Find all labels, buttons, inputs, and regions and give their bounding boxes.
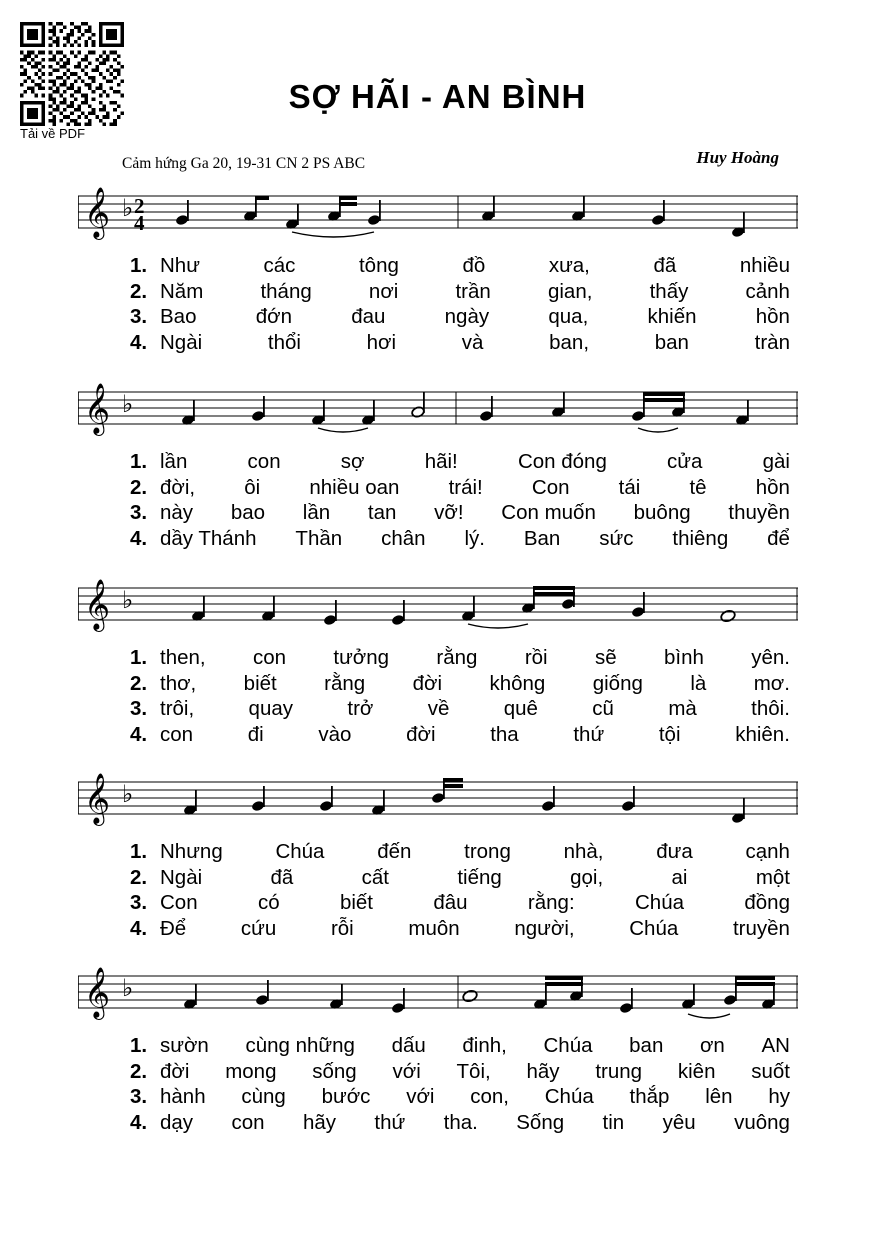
lyric-words (160, 866, 790, 890)
lyric-word: lý. (464, 526, 485, 550)
lyric-word: đời, (160, 475, 196, 499)
lyric-word: đời (160, 1059, 190, 1083)
lyric-word: vỡ! (434, 501, 464, 524)
lyric-line (78, 840, 798, 866)
lyric-word: đau (351, 305, 386, 328)
lyric-word: cất (361, 865, 389, 889)
lyric-word: xưa, (548, 254, 590, 277)
staff-notation-1 (78, 186, 798, 248)
lyric-line (78, 672, 798, 698)
lyric-line (78, 476, 798, 502)
lyric-word: tan (367, 501, 397, 524)
lyric-word: Bao (160, 305, 197, 328)
lyric-word: Năm (160, 279, 204, 303)
qr-caption[interactable]: Tải về PDF (20, 126, 86, 141)
verse-number: 4. (130, 722, 148, 746)
lyric-word: thứ (573, 722, 605, 746)
lyric-word: đã (653, 254, 677, 277)
lyric-word: hành (160, 1085, 206, 1108)
lyric-line (78, 450, 798, 476)
lyric-word: suốt (751, 1059, 790, 1083)
lyric-word: Con đóng (517, 450, 607, 473)
lyric-word: con (247, 450, 281, 473)
lyric-word: biết (243, 671, 277, 695)
lyric-word: biết (339, 891, 374, 914)
lyric-word: hơi (366, 330, 397, 354)
lyric-word: dấu (391, 1034, 426, 1057)
subtitle-scripture-reference: Cảm hứng Ga 20, 19-31 CN 2 PS ABC (122, 155, 366, 172)
lyric-line (78, 866, 798, 892)
lyric-word: quê (503, 697, 538, 720)
music-system-2 (78, 382, 798, 552)
lyric-word: đồ (462, 254, 486, 277)
staff-3 (78, 578, 798, 640)
lyric-word: đi (247, 722, 264, 746)
svg-text:4: 4 (134, 211, 145, 235)
verse-number: 3. (130, 697, 148, 720)
lyric-word: hồn (755, 305, 790, 328)
verse-number: 1. (130, 450, 148, 473)
svg-text:2: 2 (134, 194, 145, 218)
staff-notation-4 (78, 772, 798, 834)
svg-text:𝄞: 𝄞 (84, 383, 111, 434)
lyric-words (160, 1085, 790, 1109)
lyric-word: người, (514, 916, 575, 940)
lyric-words (160, 917, 790, 941)
staff-notation-5 (78, 966, 798, 1028)
verse-number: 4. (130, 916, 148, 940)
lyric-word: tội (658, 722, 681, 746)
lyric-line (78, 891, 798, 917)
lyric-word: đưa (656, 840, 693, 863)
lyric-word: rỗi (330, 916, 354, 940)
svg-text:♭: ♭ (122, 586, 134, 614)
lyric-word: các (263, 254, 296, 277)
lyric-words (160, 527, 790, 551)
lyric-line (78, 723, 798, 749)
verse-number: 1. (130, 254, 148, 277)
lyric-word: không (489, 671, 546, 695)
music-system-1 (78, 186, 798, 356)
lyric-word: nơi (368, 279, 399, 303)
lyric-word: thuyền (728, 501, 790, 524)
lyric-line (78, 254, 798, 280)
lyric-word: một (755, 865, 790, 889)
lyric-word: yêu (662, 1110, 696, 1134)
lyric-word: sống (312, 1059, 357, 1083)
lyric-word: Chúa (275, 840, 325, 863)
lyric-word: ban, (549, 330, 590, 354)
lyric-word: cạnh (745, 840, 790, 863)
lyric-word: thắp (629, 1085, 670, 1108)
lyric-word: ôi (244, 475, 261, 499)
verse-number: 2. (130, 1059, 148, 1083)
lyric-word: Tôi, (456, 1059, 491, 1083)
lyric-word: bước (321, 1085, 371, 1108)
lyric-word: tha (490, 722, 519, 746)
lyric-word: thổi (267, 330, 301, 354)
lyric-word: nhiều oan (309, 475, 400, 499)
lyric-word: hồn (755, 475, 790, 499)
lyric-words (160, 450, 790, 474)
lyric-word: cứu (240, 916, 277, 940)
verse-number: 3. (130, 305, 148, 328)
lyric-word: lần (160, 450, 188, 473)
lyric-word: then, (160, 646, 206, 669)
lyric-line (78, 1034, 798, 1060)
lyric-word: đớn (255, 305, 292, 328)
staff-1 (78, 186, 798, 248)
lyric-words (160, 254, 790, 278)
lyric-word: tái (618, 475, 641, 499)
lyric-word: khiên. (735, 722, 790, 746)
music-system-5 (78, 966, 798, 1136)
lyric-word: và (461, 330, 484, 354)
lyric-word: để (767, 526, 790, 550)
lyric-word: đồng (744, 891, 790, 914)
lyric-word: này (160, 501, 194, 524)
lyric-word: lần (302, 501, 331, 524)
verse-number: 2. (130, 475, 148, 499)
svg-text:♭: ♭ (122, 390, 134, 418)
music-system-3 (78, 578, 798, 748)
lyric-word: Như (160, 254, 200, 277)
lyric-words (160, 280, 790, 304)
lyric-word: qua, (548, 305, 589, 328)
lyric-word: AN (761, 1034, 790, 1057)
lyric-word: Thần (295, 526, 343, 550)
svg-text:𝄞: 𝄞 (84, 579, 111, 630)
lyric-words (160, 1060, 790, 1084)
lyric-word: cửa (667, 450, 703, 473)
lyric-line (78, 280, 798, 306)
lyric-word: thơ, (160, 671, 197, 695)
lyric-word: sẽ (594, 646, 617, 669)
lyric-word: trong (464, 840, 511, 863)
staff-4 (78, 772, 798, 834)
lyric-word: đời (406, 722, 436, 746)
svg-text:𝄞: 𝄞 (84, 773, 111, 824)
lyric-word: tông (358, 254, 399, 277)
lyric-line (78, 527, 798, 553)
lyric-line (78, 917, 798, 943)
lyric-line (78, 305, 798, 331)
staff-5 (78, 966, 798, 1028)
lyric-words (160, 723, 790, 747)
lyric-word: Ngài (160, 330, 203, 354)
lyric-line (78, 1085, 798, 1111)
verse-number: 3. (130, 891, 148, 914)
lyric-word: đời (412, 671, 443, 695)
verse-number: 3. (130, 501, 148, 524)
lyric-word: đâu (433, 891, 468, 914)
staff-notation-2 (78, 382, 798, 444)
lyric-words (160, 697, 790, 721)
lyric-word: trở (347, 697, 374, 720)
lyric-word: với (406, 1085, 435, 1108)
lyric-words (160, 891, 790, 915)
lyric-word: Con (160, 891, 198, 914)
lyric-word: tràn (754, 330, 790, 354)
lyric-word: con (252, 646, 287, 669)
lyric-word: chân (381, 526, 426, 550)
lyric-word: hãy (526, 1059, 560, 1083)
verse-number: 3. (130, 1085, 148, 1108)
lyric-word: yên. (751, 646, 790, 669)
lyric-word: vào (318, 722, 352, 746)
lyric-words (160, 840, 790, 864)
lyric-word: muôn (408, 916, 460, 940)
lyric-line (78, 697, 798, 723)
lyric-word: vuông (734, 1110, 790, 1134)
lyric-word: thứ (374, 1110, 406, 1134)
lyric-word: con (231, 1110, 265, 1134)
lyric-word: thôi. (751, 697, 790, 720)
lyric-line (78, 331, 798, 357)
lyrics-block-1 (78, 254, 798, 356)
lyric-word: bao (230, 501, 266, 524)
lyric-word: ai (671, 865, 688, 889)
svg-text:♭: ♭ (122, 780, 134, 808)
lyric-line (78, 501, 798, 527)
lyrics-block-5 (78, 1034, 798, 1136)
lyric-words (160, 672, 790, 696)
lyric-word: mong (225, 1059, 277, 1083)
lyric-word: rồi (524, 646, 548, 669)
lyric-word: dạy (160, 1110, 194, 1134)
lyric-word: sức (599, 526, 634, 550)
lyric-word: là (690, 671, 707, 695)
lyric-word: thiêng (672, 526, 729, 550)
lyric-word: cùng (241, 1085, 286, 1108)
lyric-word: Chúa (629, 916, 679, 940)
lyric-word: sợ (340, 450, 365, 473)
lyric-word: trái! (448, 475, 483, 499)
lyric-word: Chúa (635, 891, 685, 914)
music-system-4 (78, 772, 798, 942)
lyric-word: ban (654, 330, 689, 354)
lyric-word: hãy (302, 1110, 336, 1134)
lyric-word: trung (595, 1059, 643, 1083)
lyric-word: tưởng (333, 646, 390, 669)
lyric-word: lên (705, 1085, 733, 1108)
lyric-line (78, 646, 798, 672)
lyric-word: rằng (436, 646, 478, 669)
lyric-word: nhiều (739, 254, 790, 277)
verse-number: 2. (130, 279, 148, 303)
lyric-word: Con muốn (501, 501, 596, 524)
lyric-word: rằng (324, 671, 366, 695)
svg-text:♭: ♭ (122, 194, 134, 222)
lyric-word: có (257, 891, 280, 914)
staff-notation-3 (78, 578, 798, 640)
lyrics-block-4 (78, 840, 798, 942)
lyric-word: giống (592, 671, 643, 695)
lyric-words (160, 476, 790, 500)
lyrics-block-2 (78, 450, 798, 552)
lyric-word: bình (663, 646, 704, 669)
lyric-word: ơn (699, 1034, 725, 1057)
lyric-word: kiên (677, 1059, 716, 1083)
lyric-words (160, 305, 790, 329)
lyric-word: gian, (547, 279, 593, 303)
lyric-word: truyền (732, 916, 790, 940)
staff-2 (78, 382, 798, 444)
svg-text:𝄞: 𝄞 (84, 967, 111, 1018)
lyric-word: Ban (523, 526, 561, 550)
verse-number: 4. (130, 526, 148, 550)
lyric-words (160, 1034, 790, 1058)
lyric-word: Con (531, 475, 570, 499)
verse-number: 4. (130, 1110, 148, 1134)
lyric-words (160, 1111, 790, 1135)
lyric-word: buông (633, 501, 691, 524)
page-title: SỢ HÃI - AN BÌNH (288, 78, 587, 115)
lyric-word: gài (762, 450, 790, 473)
verse-number: 1. (130, 646, 148, 669)
lyric-word: ngày (444, 305, 490, 328)
lyric-word: Để (160, 916, 187, 940)
lyric-word: tê (689, 475, 707, 499)
lyric-words (160, 331, 790, 355)
lyric-word: con, (470, 1085, 509, 1108)
lyric-word: tiếng (457, 865, 502, 889)
lyrics-block-3 (78, 646, 798, 748)
lyric-word: con (160, 722, 194, 746)
lyric-word: cũ (592, 697, 614, 720)
lyric-word: đến (377, 840, 412, 863)
lyric-word: khiến (647, 305, 697, 328)
lyric-word: gọi, (570, 865, 604, 889)
lyric-word: cảnh (745, 279, 790, 303)
lyric-word: mơ. (753, 671, 790, 695)
lyric-word: rằng: (527, 891, 575, 914)
svg-text:𝄞: 𝄞 (84, 187, 111, 238)
lyric-word: thấy (649, 279, 689, 303)
lyric-word: tin (602, 1110, 625, 1134)
lyric-word: tháng (260, 279, 312, 303)
svg-text:♭: ♭ (122, 974, 134, 1002)
lyric-word: dầy Thánh (160, 526, 257, 550)
lyric-word: quay (248, 697, 294, 720)
lyric-word: hy (768, 1085, 790, 1108)
lyric-word: Sống (516, 1110, 565, 1134)
lyric-word: hãi! (424, 450, 458, 473)
lyric-word: Ngài (160, 865, 203, 889)
lyric-words (160, 501, 790, 525)
lyric-word: tha. (443, 1110, 478, 1134)
lyric-line (78, 1060, 798, 1086)
lyric-word: đã (270, 865, 294, 889)
verse-number: 2. (130, 865, 148, 889)
lyric-word: đinh, (462, 1034, 507, 1057)
lyric-word: nhà, (563, 840, 604, 863)
verse-number: 1. (130, 840, 148, 863)
lyric-word: ban (629, 1034, 664, 1057)
lyric-word: Nhưng (160, 840, 223, 863)
lyric-word: về (427, 697, 450, 720)
lyric-word: Chúa (544, 1085, 594, 1108)
verse-number: 1. (130, 1034, 148, 1057)
lyric-word: cùng những (245, 1034, 355, 1057)
lyric-line (78, 1111, 798, 1137)
lyric-word: với (392, 1059, 421, 1083)
lyric-words (160, 646, 790, 670)
lyric-word: trôi, (160, 697, 195, 720)
verse-number: 4. (130, 330, 148, 354)
lyric-word: mà (668, 697, 697, 720)
lyric-word: sườn (160, 1034, 209, 1057)
lyric-word: Chúa (543, 1034, 593, 1057)
lyric-word: trần (455, 279, 491, 303)
author-name: Huy Hoàng (696, 148, 779, 167)
verse-number: 2. (130, 671, 148, 695)
